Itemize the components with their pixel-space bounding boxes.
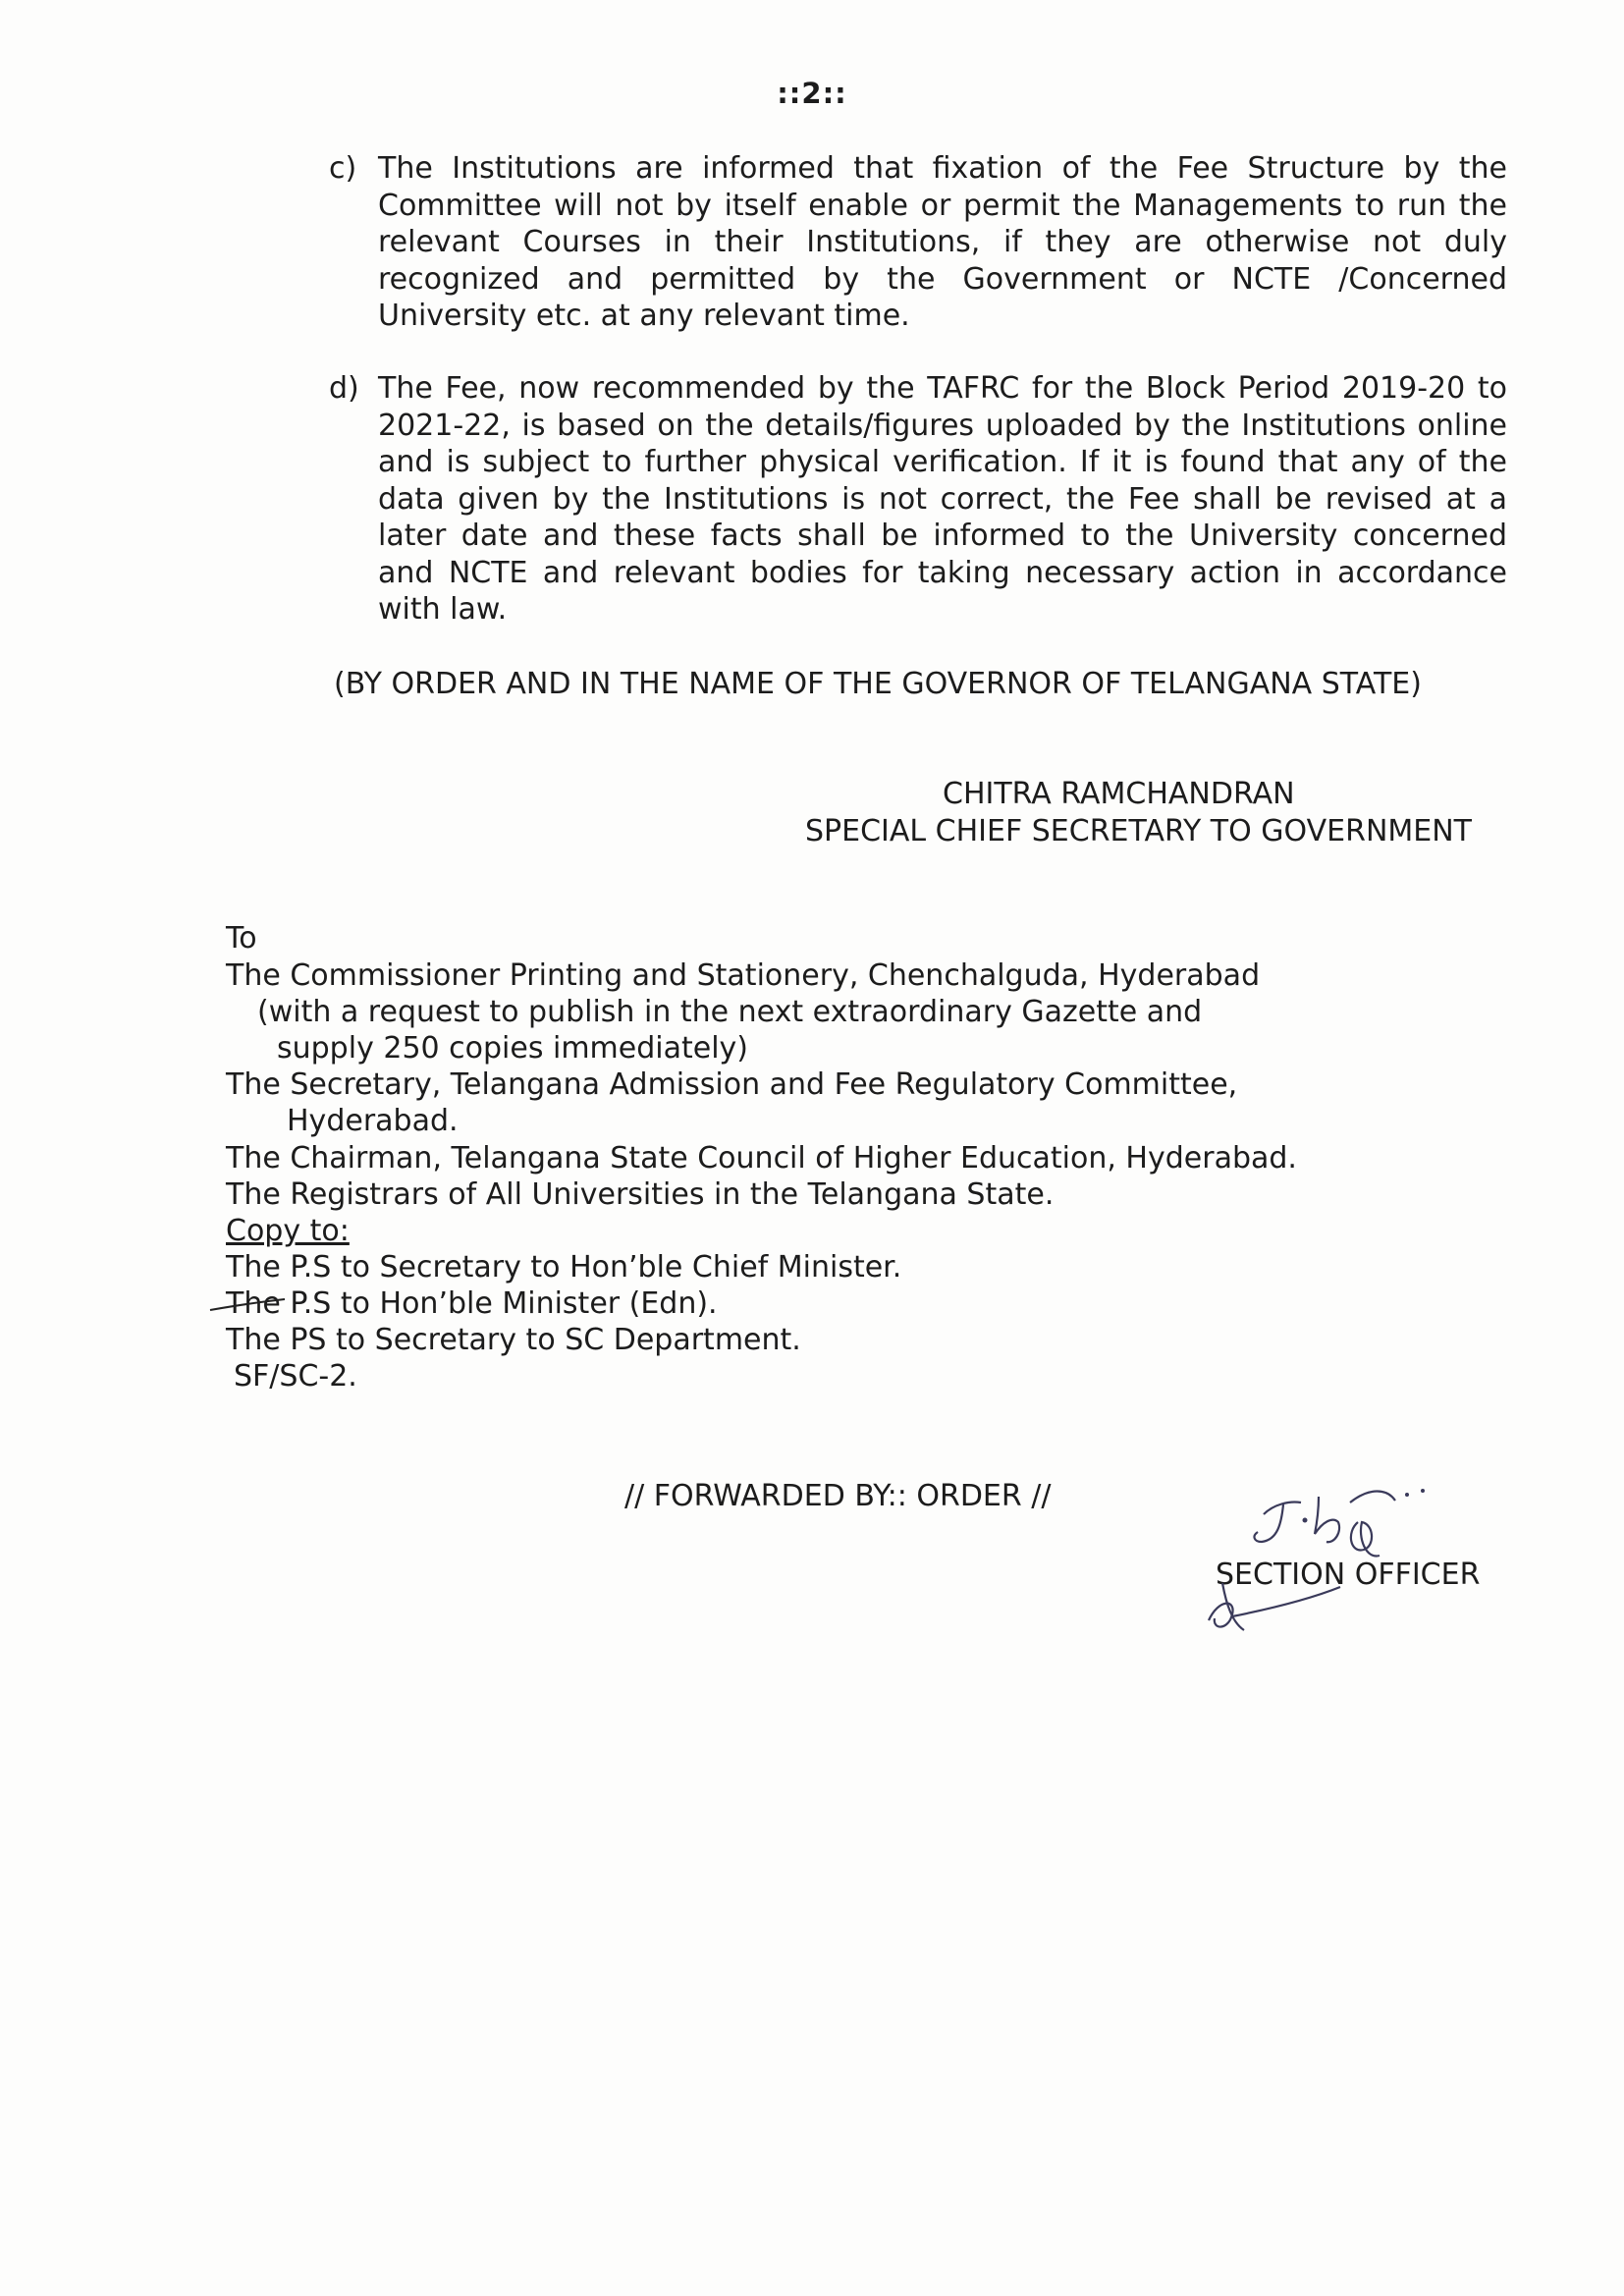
copy-line: SF/SC-2. [234,1359,357,1394]
address-line: Hyderabad. [287,1104,459,1138]
address-line: (with a request to publish in the next extraordinary Gazette and [257,995,1203,1029]
signatory-name: CHITRA RAMCHANDRAN [943,777,1295,811]
address-line: The Secretary, Telangana Admission and Fee Regulatory Committee, [226,1067,1238,1102]
clause-text: The Fee, now recommended by the TAFRC for the Block Period 2019-20 to 2021-22, is based on the details/figures uploaded by the Institutions online and is subject to further physical verification. If it is found that any of the data given by the Institutions is not correct, the Fee shall be revised at a later date and these facts shall be informed to the University concerned and NCTE and relevant bodies for taking necessary action in accordance with law. [378,371,1507,627]
address-to: To [226,921,257,956]
copy-line: The P.S to Secretary to Hon’ble Chief Minister. [226,1250,902,1285]
signatory-title: SPECIAL CHIEF SECRETARY TO GOVERNMENT [805,814,1472,848]
clause-marker: d) [329,371,359,406]
clause-d [329,370,1507,629]
handwritten-signature [1193,1473,1448,1650]
clause-marker: c) [329,151,357,186]
address-line: The Chairman, Telangana State Council of Higher Education, Hyderabad. [226,1141,1297,1175]
copy-to-heading: Copy to: [226,1214,350,1248]
strike-mark [208,1296,287,1316]
clause-text: The Institutions are informed that fixation of the Fee Structure by the Committee will not by itself enable or permit the Managements to run the relevant Courses in their Institutions, if they are otherwise not duly recognized and permitted by the Government or NCTE /Concerned University etc. at any relevant time. [378,151,1507,333]
address-line: The Registrars of All Universities in the Telangana State. [226,1177,1055,1212]
copy-line: The PS to Secretary to SC Department. [226,1323,801,1357]
address-line: supply 250 copies immediately) [277,1031,749,1066]
clause-c [329,150,1507,335]
page-number: ::2:: [777,77,847,110]
address-line: The Commissioner Printing and Stationery, Chenchalguda, Hyderabad [226,958,1261,993]
section-officer-label: SECTION OFFICER [1216,1558,1481,1592]
forwarded-by-order: // FORWARDED BY:: ORDER // [624,1479,1052,1513]
copy-line: The P.S to Hon’ble Minister (Edn). [226,1286,718,1321]
by-order-statement: (BY ORDER AND IN THE NAME OF THE GOVERNOR OF TELANGANA STATE) [334,667,1422,701]
